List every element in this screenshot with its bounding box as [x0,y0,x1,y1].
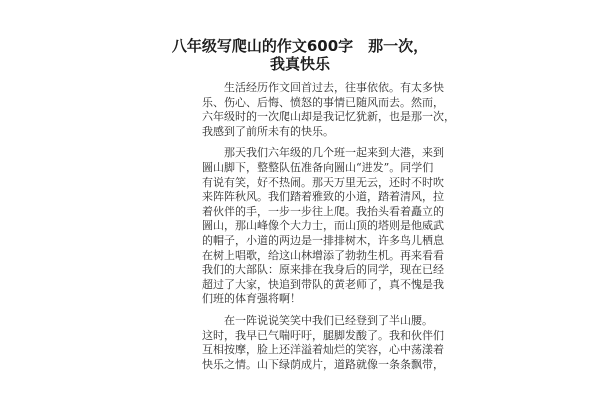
text-line: 我感到了前所未有的快乐。 [202,124,334,138]
article-title [170,37,430,73]
title-line-2: 我真快乐 [269,55,330,73]
text-line: 六年级时的一次爬山却是我记忆犹新，也是那一次， [202,110,455,124]
paragraph-3 [202,313,444,372]
paragraph-1 [202,81,455,139]
text-line: 圌山，那山峰像个大力士，而山顶的塔则是他威武 [202,219,444,233]
text-line: 这时，我早已气喘吁吁，腿脚发酸了。我和伙伴们 [202,328,444,342]
text-line: 乐、伤心、后悔、愤怒的事情已随风而去。然而， [202,95,444,109]
text-line: 来阵阵秋风。我们踏着雅致的小道，踏着清风，拉 [202,190,444,204]
text-line: 在一阵说说笑笑中我们已经登到了半山腰。 [202,313,433,327]
text-line: 超过了大家，快追到带队的黄老师了，真不愧是我 [202,277,444,291]
text-line: 互相按摩，脸上还洋溢着灿烂的笑容，心中荡漾着 [202,343,444,357]
article-body [202,81,455,379]
text-line: 们班的体育强将啊！ [202,292,301,306]
paragraph-2 [202,146,444,307]
text-line: 快乐之情。山下绿荫成片，道路就像一条条飘带， [202,357,444,371]
text-line: 我们的大部队：原来排在我身后的同学，现在已经 [202,263,444,277]
text-line: 在树上唱歌，给这山林增添了勃勃生机。再来看看 [202,248,444,262]
text-line: 生活经历作文回首过去，往事依依。有太多快 [202,81,444,94]
title-line-1: 八年级写爬山的作文600字 那一次， [171,37,429,55]
text-line: 圌山脚下，整整队伍准备向圌山“进发”。同学们 [202,160,434,174]
text-line: 有说有笑，好不热闹。那天万里无云，还时不时吹 [202,175,444,189]
text-line: 的帽子，小道的两边是一排排树木，许多鸟儿栖息 [202,233,444,247]
text-line: 那天我们六年级的几个班一起来到大港，来到 [202,146,444,160]
text-line: 着伙伴的手，一步一步往上爬。我抬头看着矗立的 [202,204,444,218]
